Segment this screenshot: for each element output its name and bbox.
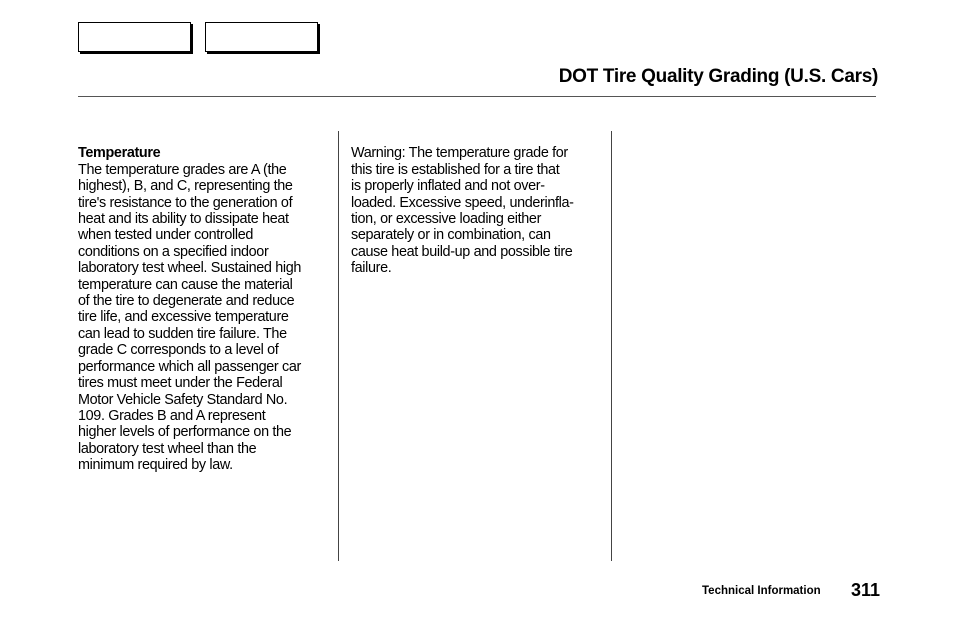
right-text-column	[351, 129, 606, 277]
next-page-button[interactable]	[205, 22, 318, 52]
page-number: 311	[851, 580, 881, 600]
section-heading: Temperature	[78, 145, 161, 162]
previous-page-button[interactable]	[78, 22, 191, 52]
column-divider	[338, 131, 339, 561]
temperature-paragraph: The temperature grades are A (the highest), B, and C, representing the tire's resistance to the generation of heat and its ability to dissipate heat when tested under controlled conditions on a specified indoor laboratory test wheel. Sustained high temperature can cause the material of the tire to degenerate and reduce tire life, and excessive temperature can lead to sudden tire failure. The grade C corresponds to a level of performance which all passenger car tires must meet under the Federal Motor Vehicle Safety Standard No. 109. Grades B and A represent higher levels of performance on the laboratory test wheel than the minimum required by law.	[78, 161, 302, 474]
left-text-column	[78, 129, 333, 474]
page-title: DOT Tire Quality Grading (U.S. Cars)	[558, 66, 878, 87]
footer-section-label: Technical Information	[702, 585, 821, 597]
header-divider	[78, 96, 876, 97]
warning-paragraph: Warning: The temperature grade for this tire is established for a tire that is properly inflated and not over- loaded. Excessive speed, underinfla- tion, or excessive loading either separately or in combination, can cause heat build-up and possible tire failure.	[351, 145, 574, 277]
column-divider	[611, 131, 612, 561]
